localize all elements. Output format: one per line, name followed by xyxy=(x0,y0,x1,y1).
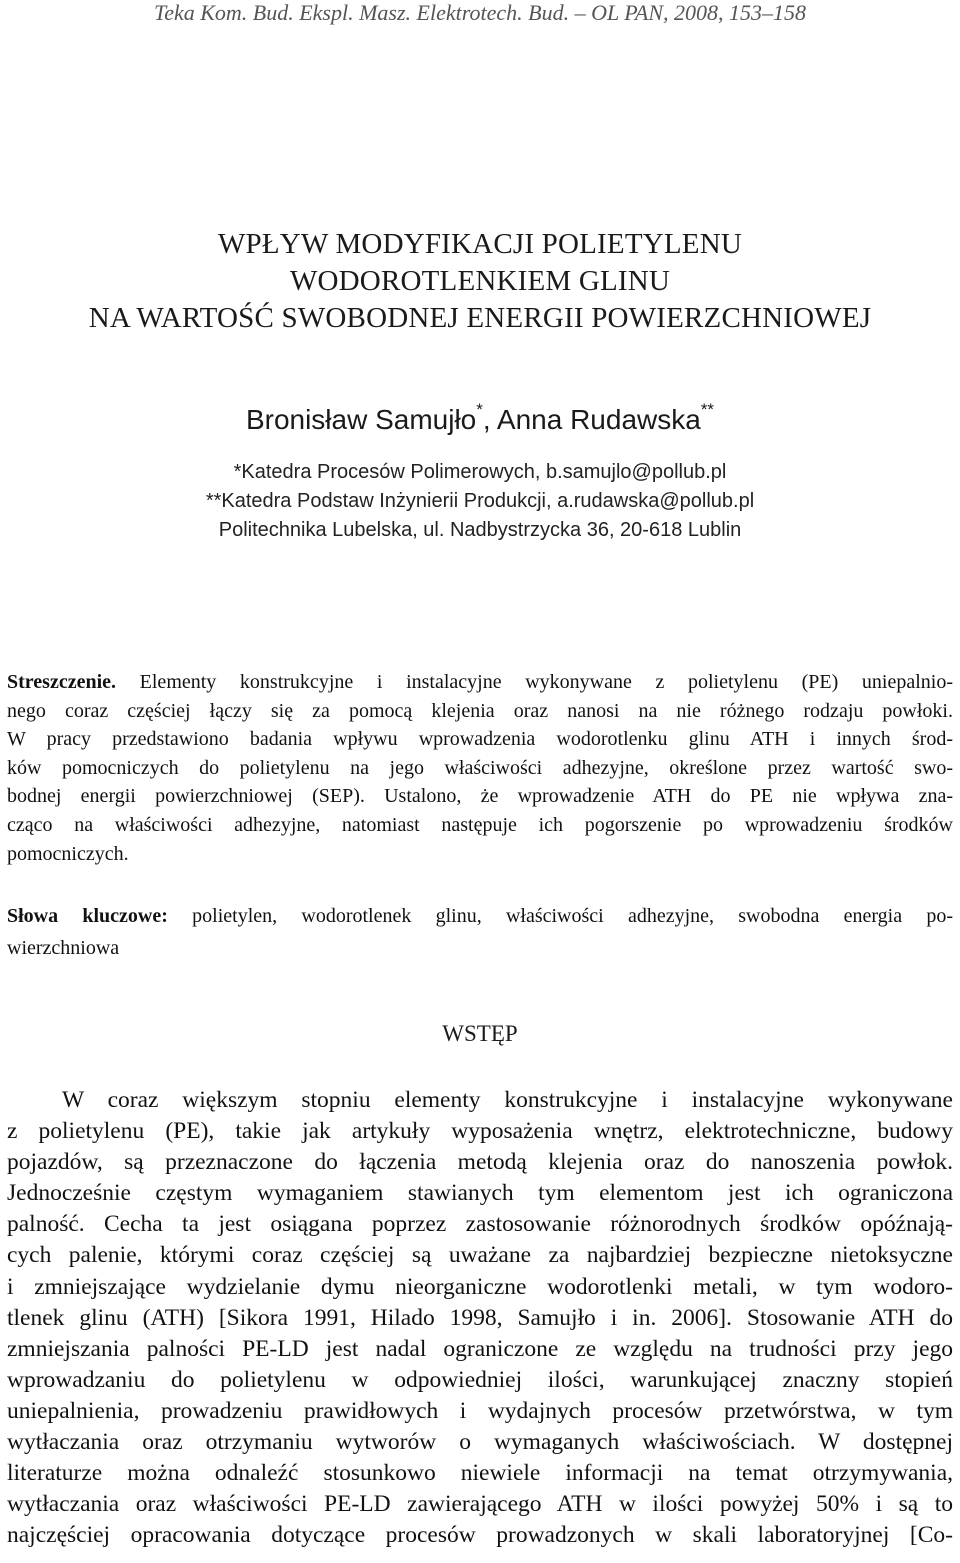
body-line: literaturze można odnaleźć stosunkowo niewiele informacji na temat otrzymywania, xyxy=(7,1460,953,1487)
keywords-label: Słowa kluczowe: xyxy=(7,905,168,927)
affiliation-line-2: **Katedra Podstaw Inżynierii Produkcji, a.rudawska@pollub.pl xyxy=(205,490,755,512)
abstract-line xyxy=(7,668,953,697)
body-line: tlenek glinu (ATH) [Sikora 1991, Hilado 1998, Samujło i in. 2006]. Stosowanie ATH do xyxy=(7,1304,953,1331)
title-line-2: WODOROTLENKIEM GLINU xyxy=(289,265,671,297)
keywords-line xyxy=(7,902,953,934)
abstract-line: pomocniczych. xyxy=(7,842,129,865)
affiliations xyxy=(0,458,960,545)
body-line: uniepalnienia, prowadzeniu prawidłowych i wydajnych procesów przetwórstwa, w tym xyxy=(7,1397,953,1424)
author-name-2: Anna Rudawska xyxy=(496,404,701,435)
body-line: wprowadzaniu do polietylenu w odpowiedniej ilości, warunkującej znaczny stopień xyxy=(7,1366,953,1393)
section-heading: WSTĘP xyxy=(442,1021,518,1046)
affiliation-line-3: Politechnika Lubelska, ul. Nadbystrzycka 36, 20-618 Lublin xyxy=(218,519,742,541)
body-line: palność. Cecha ta jest osiągana poprzez zastosowanie różnorodnych środków opóźnają- xyxy=(7,1211,953,1238)
title-line-3: NA WARTOŚĆ SWOBODNEJ ENERGII POWIERZCHNIOWEJ xyxy=(88,302,872,334)
keywords xyxy=(7,902,953,966)
abstract-line: W pracy przedstawiono badania wpływu wprowadzenia wodorotlenku glinu ATH i innych środ- xyxy=(7,728,953,751)
body-line: najczęściej opracowania dotyczące procesów prowadzonych w skali laboratoryjnej [Co- xyxy=(7,1522,953,1549)
body-line: pojazdów, są przeznaczone do łączenia metodą klejenia oraz do nanoszenia powłok. xyxy=(7,1149,953,1176)
abstract xyxy=(7,668,953,868)
author-list xyxy=(0,393,960,437)
body-line: cych palenie, którymi coraz częściej są uważane za najbardziej bezpieczne nietoksyczne xyxy=(7,1242,953,1269)
running-head: Teka Kom. Bud. Ekspl. Masz. Elektrotech. Bud. – OL PAN, 2008, 153–158 xyxy=(153,0,807,25)
body-line: W coraz większym stopniu elementy konstrukcyjne i instalacyjne wykonywane xyxy=(62,1087,953,1113)
abstract-line: cząco na właściwości adhezyjne, natomiast następuje ich pogorszenie po wprowadzeniu środków xyxy=(7,813,953,836)
author-name-1: Bronisław Samujło xyxy=(245,404,477,435)
paper-title xyxy=(0,226,960,337)
keywords-line: wierzchniowa xyxy=(7,937,120,959)
abstract-label: Streszczenie. xyxy=(7,671,117,693)
author-footnote-mark-1: * xyxy=(476,400,483,419)
body-line: zmniejszania palności PE-LD jest nadal ograniczone ze względu na trudności przy jego xyxy=(7,1335,953,1362)
abstract-line: bodnej energii powierzchniowej (SEP). Ustalono, że wprowadzenie ATH do PE nie wpływa zna- xyxy=(7,785,953,808)
body-line: z polietylenu (PE), takie jak artykuły wyposażenia wnętrz, elektrotechniczne, budowy xyxy=(7,1118,953,1145)
abstract-text: Elementy konstrukcyjne i instalacyjne wykonywane z polietylenu (PE) uniepalnio- xyxy=(116,671,953,693)
abstract-line: ków pomocniczych do polietylenu na jego właściwości adhezyjne, określone przez wartość swo- xyxy=(7,756,953,779)
body-line: i zmniejszające wydzielanie dymu nieorganiczne wodorotlenki metali, w tym wodoro- xyxy=(7,1273,953,1300)
affiliation-line-1: *Katedra Procesów Polimerowych, b.samujlo@pollub.pl xyxy=(233,461,727,483)
author-separator: , xyxy=(482,404,497,435)
author-footnote-mark-2: ** xyxy=(700,400,715,419)
body-text xyxy=(7,1085,953,1551)
title-line-1: WPŁYW MODYFIKACJI POLIETYLENU xyxy=(217,228,742,260)
body-line: wytłaczania oraz otrzymaniu wytworów o wymaganych właściwościach. W dostępnej xyxy=(7,1429,953,1456)
body-line: wytłaczania oraz właściwości PE-LD zawierającego ATH w ilości powyżej 50% i są to xyxy=(7,1491,953,1518)
keywords-text: polietylen, wodorotlenek glinu, właściwości adhezyjne, swobodna energia po- xyxy=(167,905,953,927)
body-line: Jednocześnie częstym wymaganiem stawianych tym elementom jest ich ograniczona xyxy=(7,1180,953,1207)
abstract-line: nego coraz częściej łączy się za pomocą klejenia oraz nanosi na nie różnego rodzaju powłoki. xyxy=(7,699,953,722)
